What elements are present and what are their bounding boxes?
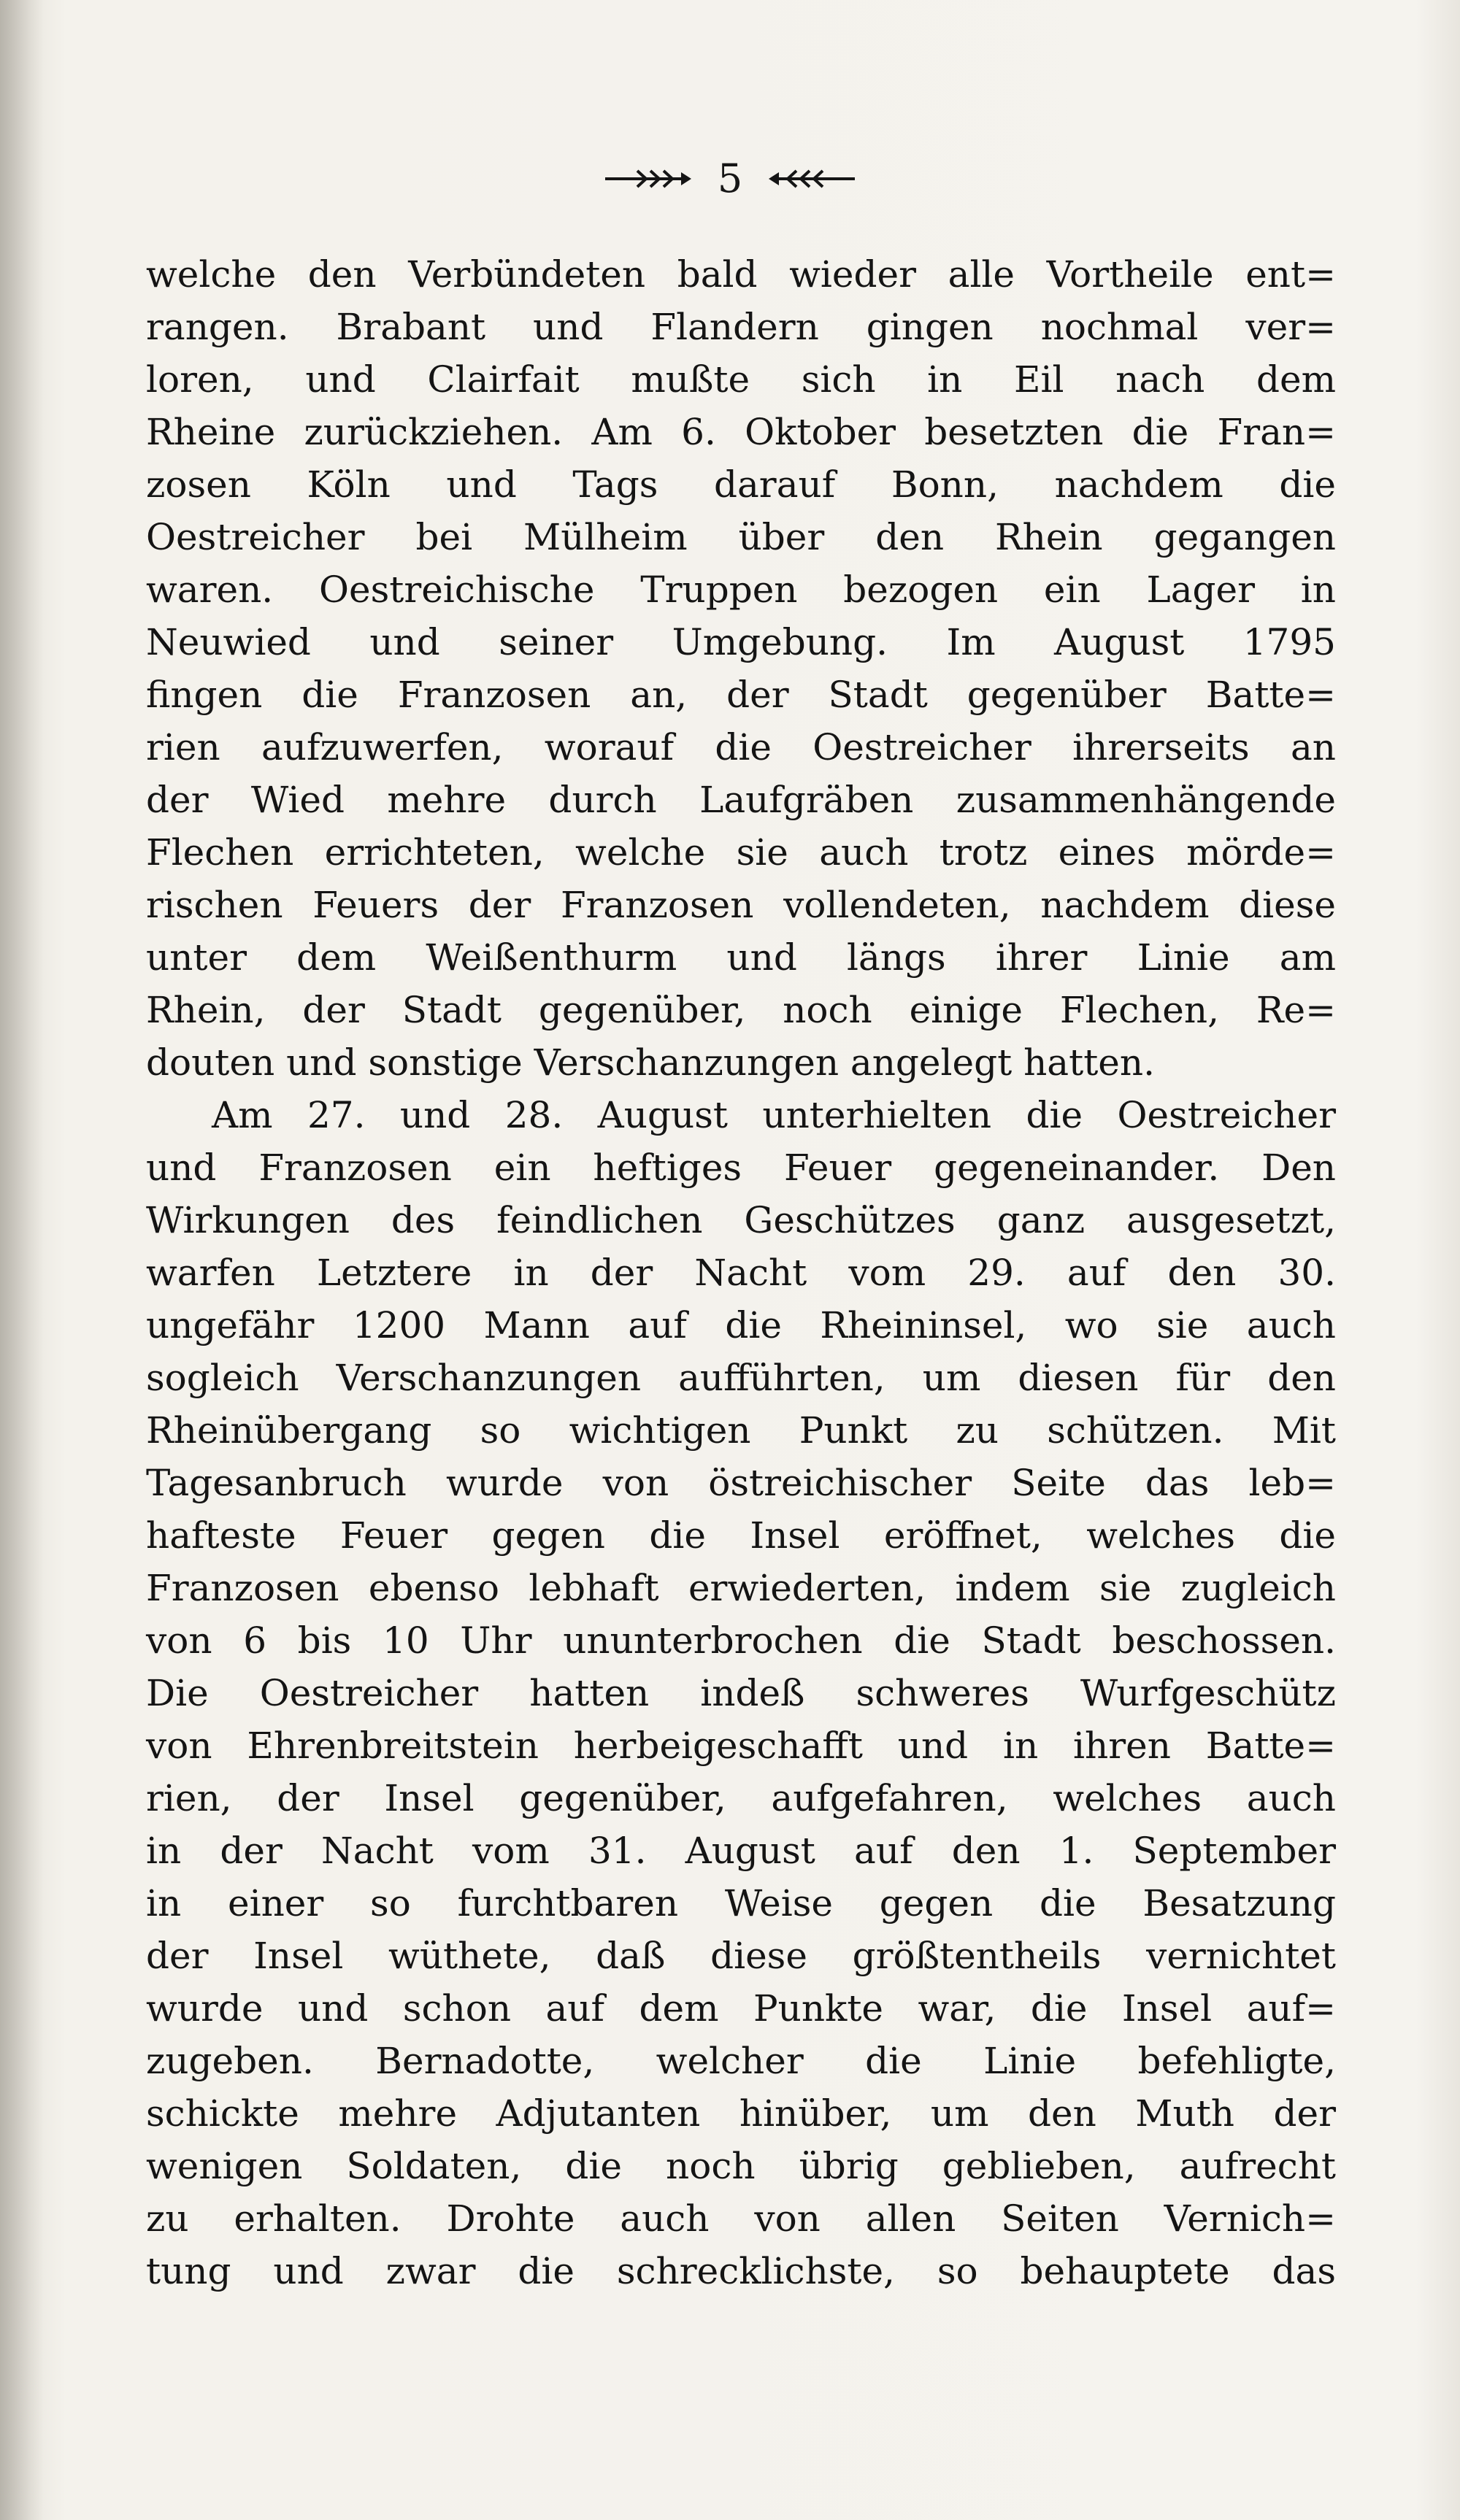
text-line: rien aufzuwerfen, worauf die Oestreicher ihrerseits an xyxy=(146,726,1336,768)
text-line: unter dem Weißenthurm und längs ihrer Linie am xyxy=(146,936,1336,979)
text-line: Die Oestreicher hatten indeß schweres Wurfgeschütz xyxy=(146,1672,1336,1714)
page-number: 5 xyxy=(717,155,743,201)
text-line: Franzosen ebenso lebhaft erwiederten, indem sie zugleich xyxy=(146,1567,1336,1609)
text-line: warfen Letztere in der Nacht vom 29. auf den 30. xyxy=(146,1252,1336,1294)
text-line: und Franzosen ein heftiges Feuer gegeneinander. Den xyxy=(146,1147,1336,1189)
text-line: Tagesanbruch wurde von östreichischer Seite das leb= xyxy=(146,1462,1336,1504)
text-line: von Ehrenbreitstein herbeigeschafft und in ihren Batte= xyxy=(146,1725,1336,1767)
text-line: Oestreicher bei Mülheim über den Rhein gegangen xyxy=(146,516,1336,558)
text-line: zosen Köln und Tags darauf Bonn, nachdem die xyxy=(146,463,1336,506)
text-line: Rheinübergang so wichtigen Punkt zu schützen. Mit xyxy=(146,1409,1336,1452)
text-line: wenigen Soldaten, die noch übrig geblieben, aufrecht xyxy=(146,2145,1336,2187)
text-line: waren. Oestreichische Truppen bezogen ein Lager in xyxy=(146,569,1336,611)
text-line: loren, und Clairfait mußte sich in Eil nach dem xyxy=(146,358,1336,401)
text-line: Rheine zurückziehen. Am 6. Oktober besetzten die Fran= xyxy=(146,411,1336,453)
text-line: Wirkungen des feindlichen Geschützes ganz ausgesetzt, xyxy=(146,1199,1336,1241)
text-line: Neuwied und seiner Umgebung. Im August 1795 xyxy=(146,621,1336,663)
text-line: fingen die Franzosen an, der Stadt gegenüber Batte= xyxy=(146,674,1336,716)
text-line: rien, der Insel gegenüber, aufgefahren, welches auch xyxy=(146,1777,1336,1819)
text-line: wurde und schon auf dem Punkte war, die Insel auf= xyxy=(146,1987,1336,2030)
text-line: hafteste Feuer gegen die Insel eröffnet, welches die xyxy=(146,1514,1336,1557)
text-line: Flechen errichteten, welche sie auch trotz eines mörde= xyxy=(146,831,1336,874)
text-line: schickte mehre Adjutanten hinüber, um den Muth der xyxy=(146,2092,1336,2135)
text-line: in der Nacht vom 31. August auf den 1. September xyxy=(146,1830,1336,1872)
left-ornament-icon xyxy=(605,168,693,190)
text-line: sogleich Verschanzungen aufführten, um diesen für den xyxy=(146,1357,1336,1399)
text-line: zugeben. Bernadotte, welcher die Linie befehligte, xyxy=(146,2040,1336,2082)
text-line: der Wied mehre durch Laufgräben zusammenhängende xyxy=(146,779,1336,821)
text-line: welche den Verbündeten bald wieder alle Vortheile ent= xyxy=(146,253,1336,296)
text-line: zu erhalten. Drohte auch von allen Seiten Vernich= xyxy=(146,2197,1336,2240)
paragraph-end-line: douten und sonstige Verschanzungen angelegt hatten. xyxy=(146,1041,1155,1084)
text-line: in einer so furchtbaren Weise gegen die Besatzung xyxy=(146,1882,1336,1924)
text-line: von 6 bis 10 Uhr ununterbrochen die Stadt beschossen. xyxy=(146,1619,1336,1662)
body-text xyxy=(146,248,1336,2297)
text-line: Rhein, der Stadt gegenüber, noch einige Flechen, Re= xyxy=(146,989,1336,1031)
page-header xyxy=(0,150,1460,208)
text-line: tung und zwar die schrecklichste, so behauptete das xyxy=(146,2250,1336,2292)
text-line: der Insel wüthete, daß diese größtentheils vernichtet xyxy=(146,1935,1336,1977)
paragraph-start-line: Am 27. und 28. August unterhielten die Oestreicher xyxy=(212,1094,1336,1136)
right-ornament-icon xyxy=(767,168,855,190)
text-line: ungefähr 1200 Mann auf die Rheininsel, wo sie auch xyxy=(146,1304,1336,1346)
text-line: rischen Feuers der Franzosen vollendeten, nachdem diese xyxy=(146,884,1336,926)
binding-gutter-shadow xyxy=(0,0,44,2520)
text-line: rangen. Brabant und Flandern gingen nochmal ver= xyxy=(146,306,1336,348)
